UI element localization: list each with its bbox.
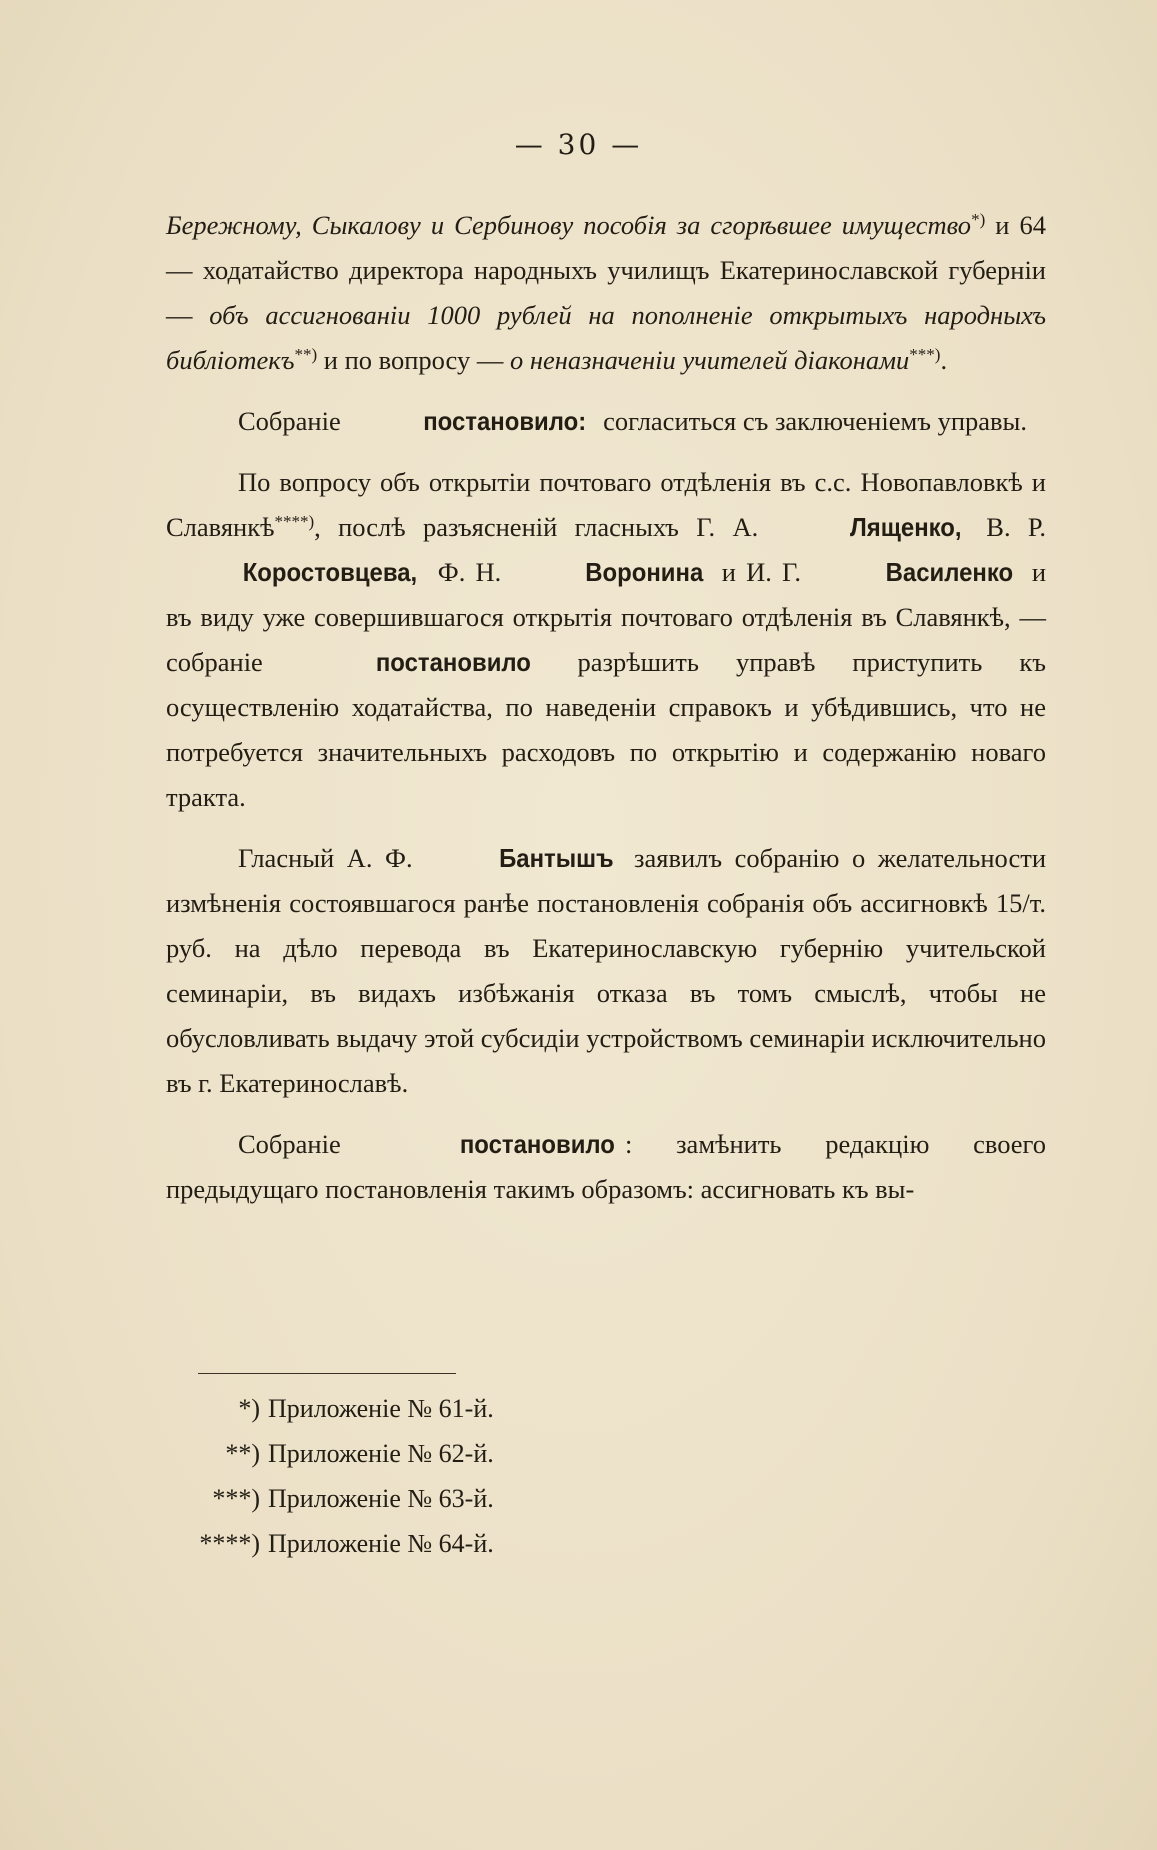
main-text <box>166 203 1046 1228</box>
footnote-ref-mark: * <box>971 210 980 229</box>
text-run: Собраніе <box>238 1129 385 1159</box>
text-run: Гласный А. Ф. <box>238 843 426 873</box>
text-run: и по вопросу — <box>317 345 510 375</box>
footnote-text: Приложеніе № 63-й. <box>268 1484 494 1513</box>
footnote-mark: ***) <box>212 1484 260 1513</box>
italic-text: о неназначеніи учителей діаконами <box>509 345 910 375</box>
footnote-item <box>150 1386 494 1431</box>
bold-name: Воронина <box>585 557 704 587</box>
text-run: Ф. Н. <box>427 557 512 587</box>
text-run: и въ виду уже совершившагося открытія почтоваго отдѣленія въ Славянкѣ, — собраніе <box>166 557 1047 677</box>
footnotes <box>150 1386 494 1566</box>
text-run: разрѣшить управѣ приступить къ осуществленію ходатайства, по наведеніи справокъ и убѣдившись, что не потребуется значительныхъ расходовъ по открытію и содержанію новаго тракта. <box>166 647 1046 812</box>
text-run: . <box>940 345 948 375</box>
paragraph-5 <box>166 1122 1046 1212</box>
text-run: , послѣ разъясненій гласныхъ Г. А. <box>314 512 776 542</box>
bold-resolution: постановило <box>375 647 531 677</box>
text-run: согласиться съ заключеніемъ управы. <box>596 406 1027 436</box>
bold-name: Лященко, <box>849 512 962 542</box>
footnote-ref-mark: *** <box>909 345 935 364</box>
footnote-ref-mark: ** <box>294 345 312 364</box>
footnote-ref-mark: **** <box>274 512 309 531</box>
paragraph-4 <box>166 836 1046 1106</box>
text-run: Собраніе <box>238 406 348 436</box>
footnote-text: Приложеніе № 64-й. <box>268 1529 494 1558</box>
footnote-item <box>150 1521 494 1566</box>
footnote-mark: ****) <box>199 1529 260 1558</box>
footnote-ref: **) <box>294 345 318 364</box>
footnote-mark: *) <box>238 1394 260 1423</box>
bold-resolution: постановило: <box>423 406 587 436</box>
text-run: заявилъ собранію о желательности измѣненія состоявшагося ранѣе постановленія собранія объ ассигновкѣ 15/т. руб. на дѣло перевода въ Екатеринославскую губернію учительской семинаріи, въ видахъ избѣжанія отказа въ томъ смыслѣ, чтобы не обусловливать выдачу этой субсидіи устройствомъ семинаріи исключительно въ г. Екатеринославѣ. <box>166 843 1046 1098</box>
text-run: и И. Г. <box>711 557 812 587</box>
footnote-text: Приложеніе № 61-й. <box>268 1394 494 1423</box>
bold-resolution: постановило <box>460 1129 616 1159</box>
paragraph-2 <box>166 399 1046 444</box>
paragraph-3 <box>166 460 1046 820</box>
footnote-ref: *) <box>971 210 986 229</box>
italic-text: Бережному, Сыкалову и Сербинову пособія за сгорѣвшее имущество <box>166 210 972 240</box>
bold-name: Василенко <box>885 557 1014 587</box>
footnote-ref: ***) <box>909 345 941 364</box>
italic-text: объ ассигнованіи 1000 рублей на пополненіе открытыхъ народныхъ библіотекъ <box>166 300 1047 375</box>
text-run: В. Р. <box>968 512 1046 542</box>
bold-name: Бантышъ <box>499 843 614 873</box>
footnote-item <box>150 1476 494 1521</box>
bold-name: Коростовцева, <box>242 557 418 587</box>
footnote-text: Приложеніе № 62-й. <box>268 1439 494 1468</box>
footnote-mark: **) <box>225 1439 260 1468</box>
text-run: и 64 — ходатайство директора народныхъ училищъ Екатеринославской губерніи — <box>166 210 1046 330</box>
paragraph-1 <box>166 203 1046 383</box>
footnote-divider <box>198 1373 456 1374</box>
footnote-ref: ****) <box>274 512 315 531</box>
text-run: : замѣнить редакцію своего предыдущаго постановленія такимъ образомъ: ассигновать къ вы- <box>166 1129 1046 1204</box>
page-number: — 30 — <box>514 128 643 161</box>
text-run: По вопросу объ открытіи почтоваго отдѣленія въ с.с. Новопавловкѣ и Славянкѣ <box>166 467 1046 542</box>
footnote-item <box>150 1431 494 1476</box>
